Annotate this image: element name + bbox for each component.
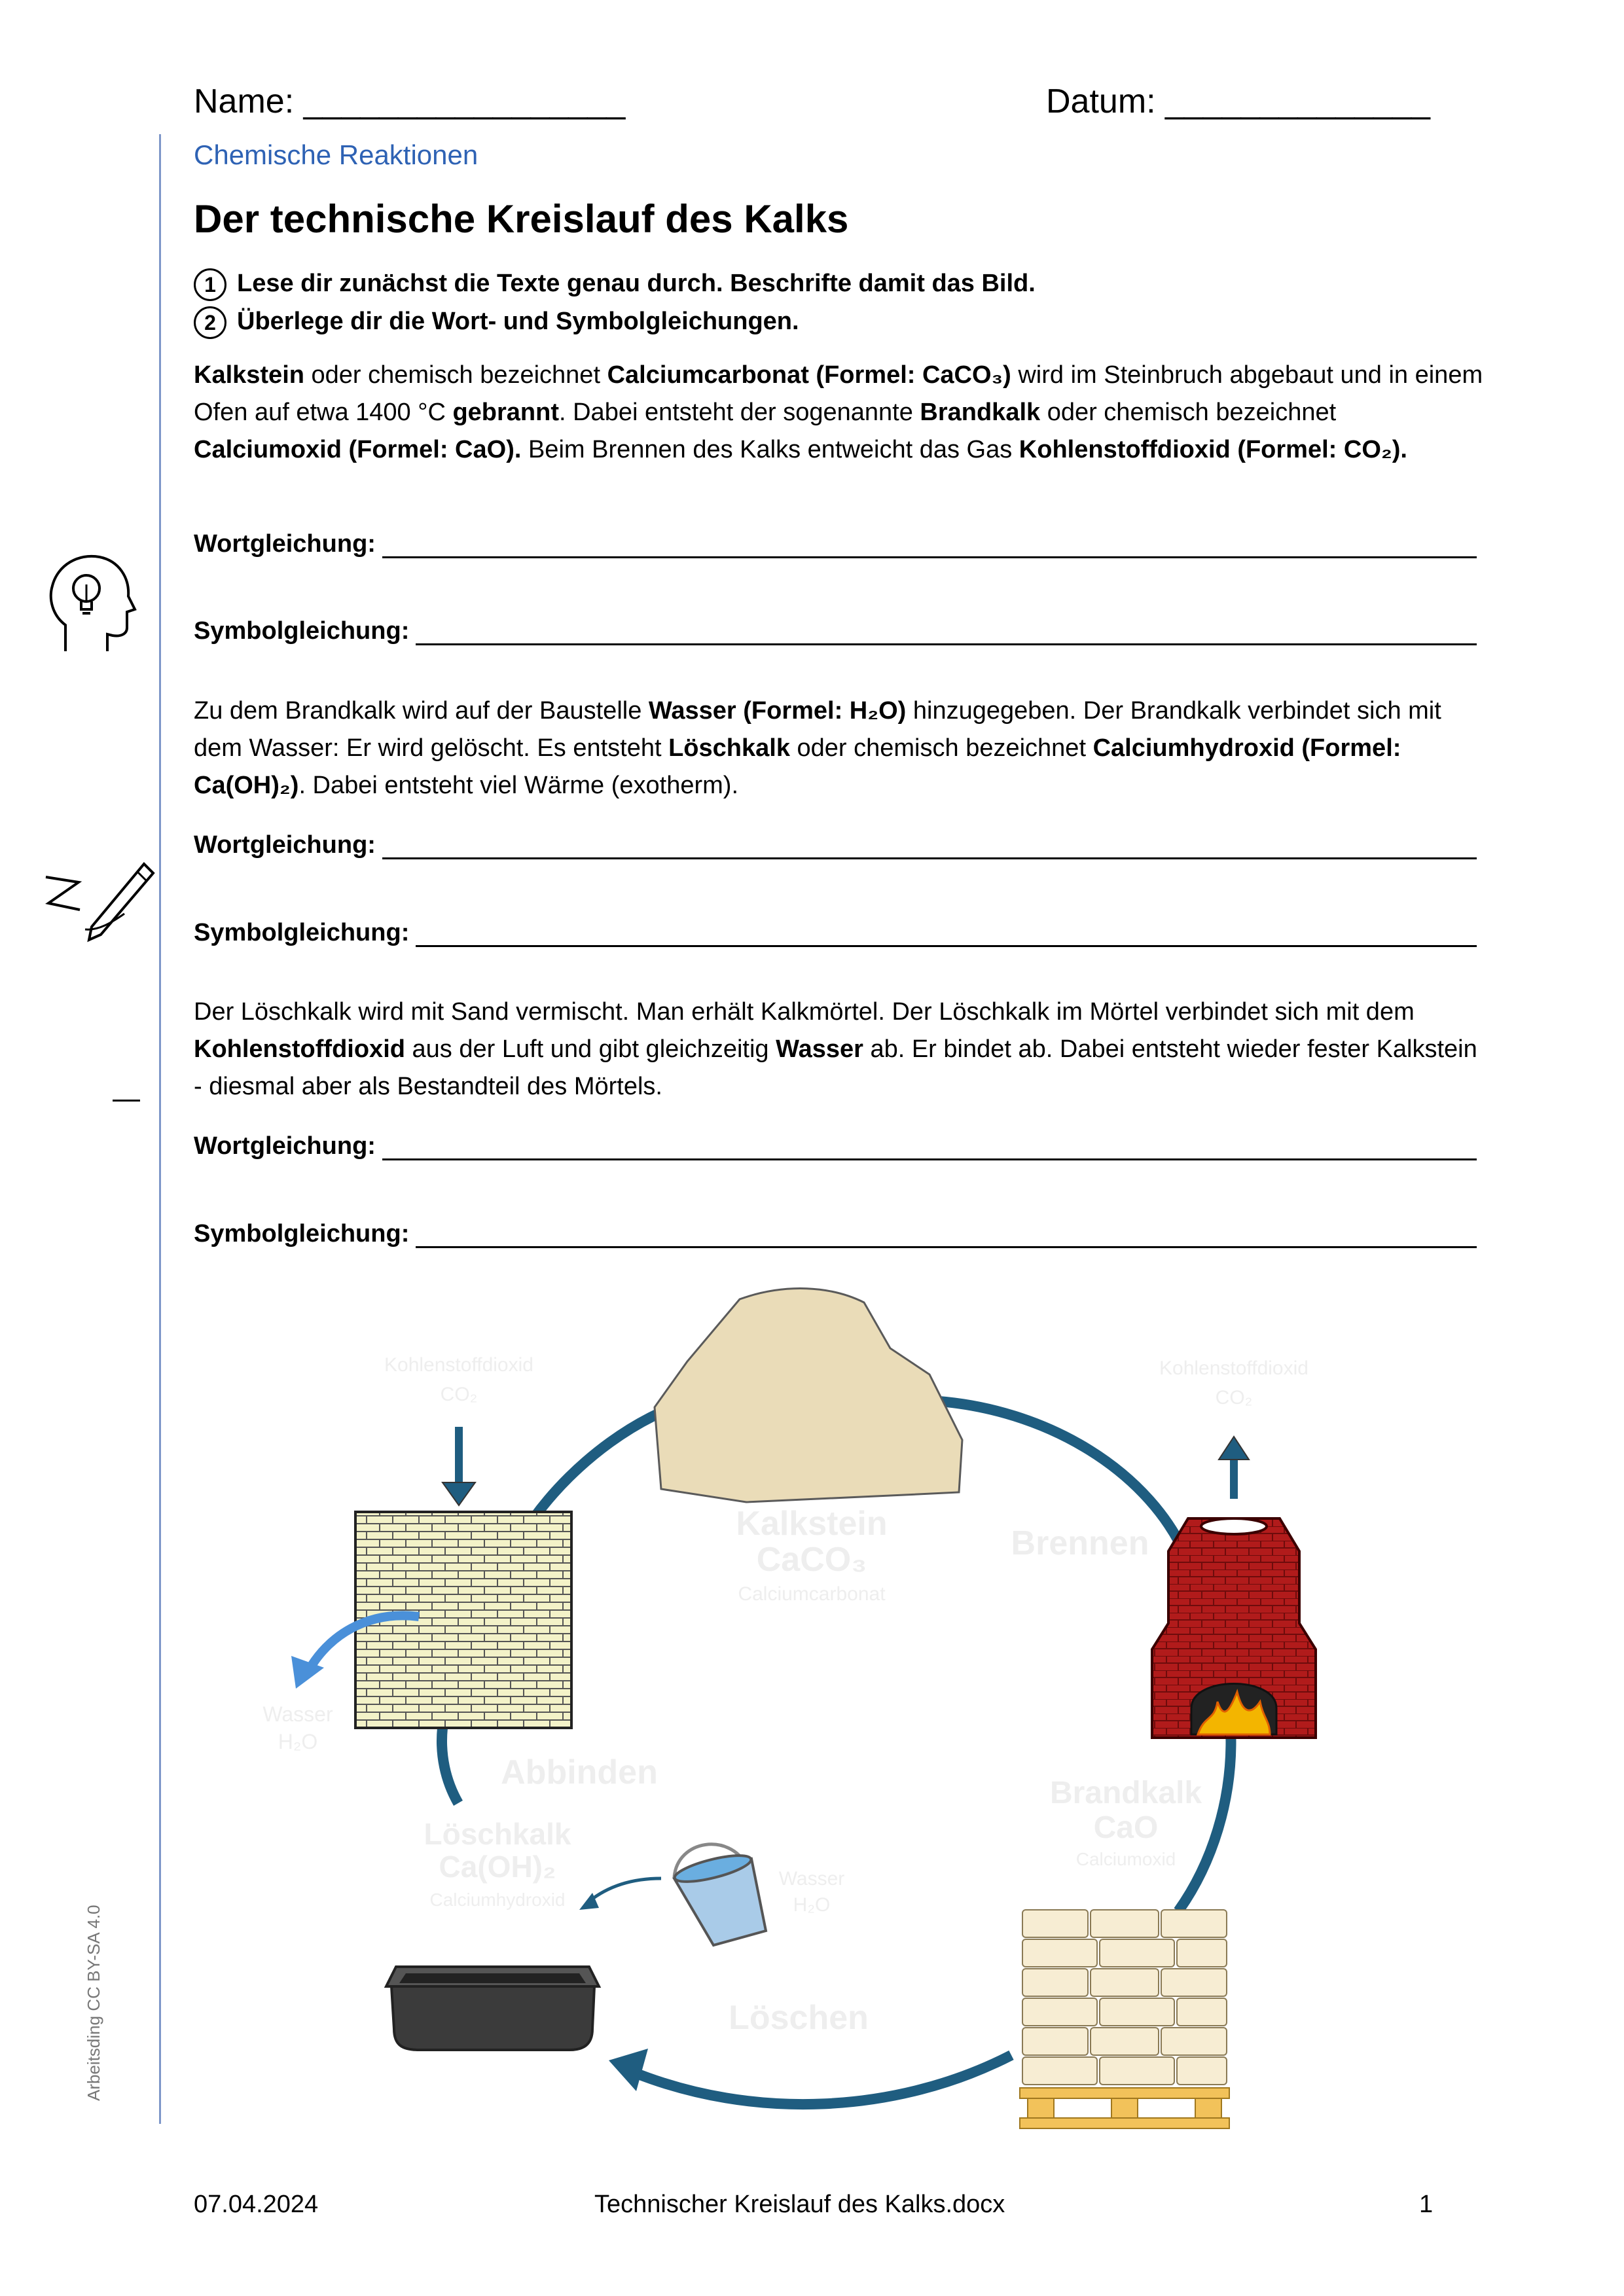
word-equation-2[interactable] [194, 831, 1477, 859]
license-credit: Arbeitsding CC BY-SA 4.0 [84, 1905, 103, 2101]
cycle-arc-slaked-to-harden [442, 1728, 458, 1803]
answer-line[interactable] [382, 534, 1477, 558]
quicklime-pallet [1020, 1910, 1229, 2128]
text-run: oder chemisch bezeichnet [789, 734, 1093, 762]
text-run: wird im Steinbruch abgebaut und in einem Ofen auf etwa 1400 °C [194, 361, 1483, 426]
text-run: ab. Er bindet ab. Dabei entsteht wieder fester Kalkstein - diesmal aber als Bestandteil des Mörtels. [194, 1035, 1477, 1100]
water-bucket-icon [672, 1844, 766, 1945]
label-stone: Kalkstein [736, 1505, 888, 1543]
equation-label: Wortgleichung: [194, 1132, 376, 1160]
label-stone-formula: CaCO₃ [756, 1541, 867, 1579]
text-run: . Dabei entsteht der sogenannte [559, 399, 920, 426]
text-run: oder chemisch bezeichnet [1040, 399, 1337, 426]
label-water-in: Wasser [778, 1868, 845, 1890]
equation-label: Symbolgleichung: [194, 617, 410, 645]
word-equation-1[interactable] [194, 530, 1477, 558]
task-text: Überlege dir die Wort- und Symbolgleichungen. [237, 308, 799, 336]
bold-term: Calciumoxid (Formel: CaO). [194, 436, 522, 463]
bold-term: Calciumhydroxid (Formel: Ca(OH)₂) [194, 734, 1401, 799]
task-text: Lese dir zunächst die Texte genau durch. Beschrifte damit das Bild. [237, 270, 1036, 298]
cycle-arc-quicklime-to-slaked [632, 2055, 1011, 2104]
word-equation-3[interactable] [194, 1132, 1477, 1160]
label-co2-out-formula: CO₂ [1215, 1387, 1253, 1408]
label-stone-chem: Calciumcarbonat [738, 1583, 886, 1605]
text-run: Der Löschkalk wird mit Sand vermischt. Man erhält Kalkmörtel. Der Löschkalk im Mörtel verbindet sich mit dem [194, 998, 1415, 1026]
arrowhead [442, 1482, 475, 1505]
equation-label: Wortgleichung: [194, 831, 376, 859]
subject-label: Chemische Reaktionen [194, 139, 478, 170]
answer-line[interactable] [416, 923, 1477, 947]
bold-term: gebrannt [452, 399, 559, 426]
bold-term: Wasser [776, 1035, 863, 1063]
text-run: Beim Brennen des Kalks entweicht das Gas [521, 436, 1019, 463]
answer-line[interactable] [382, 835, 1477, 859]
text-run: aus der Luft und gibt gleichzeitig [405, 1035, 776, 1063]
footer-date: 07.04.2024 [194, 2191, 319, 2218]
label-quick-formula: CaO [1093, 1810, 1159, 1845]
footer-filename: Technischer Kreislauf des Kalks.docx [594, 2191, 1005, 2218]
answer-line[interactable] [382, 1136, 1477, 1160]
answer-line[interactable] [416, 621, 1477, 645]
bold-term: Kalkstein [194, 361, 304, 389]
equation-label: Symbolgleichung: [194, 1220, 410, 1247]
date-field-label[interactable]: Datum: ______________ [1046, 82, 1430, 120]
bold-term: Kohlenstoffdioxid [194, 1035, 405, 1063]
equation-label: Wortgleichung: [194, 530, 376, 558]
text-run: . Dabei entsteht viel Wärme (exotherm). [298, 772, 739, 799]
lime-cycle-diagram [0, 1263, 1624, 2134]
name-field-label[interactable]: Name: _________________ [194, 82, 626, 120]
symbol-equation-2[interactable] [194, 919, 1477, 947]
text-run: hinzugegeben. Der Brandkalk verbindet sich mit dem Wasser: Er wird gelöscht. Es entsteht [194, 697, 1441, 762]
footer-page-number: 1 [1419, 2191, 1434, 2218]
text-run: Zu dem Brandkalk wird auf der Baustelle [194, 697, 649, 725]
label-slaked-formula: Ca(OH)₂ [439, 1850, 556, 1884]
label-co2-in-formula: CO₂ [440, 1384, 478, 1405]
cycle-arc-oven-to-quicklime [1178, 1728, 1231, 1911]
kiln-top-opening [1201, 1518, 1267, 1534]
page-title: Der technische Kreislauf des Kalks [194, 197, 849, 241]
symbol-equation-3[interactable] [194, 1220, 1477, 1248]
side-dash [113, 1100, 140, 1102]
think-head-icon [39, 547, 144, 658]
label-slaked: Löschkalk [424, 1817, 571, 1851]
arrowhead [609, 2049, 648, 2091]
mortar-tub [386, 1967, 599, 2050]
task-2 [194, 306, 799, 339]
task-number: 1 [194, 268, 226, 301]
limestone-rock [655, 1289, 962, 1502]
label-water-in-formula: H₂O [793, 1894, 831, 1916]
label-slake: Löschen [729, 1999, 869, 2037]
task-1 [194, 268, 1036, 301]
arrowhead [1219, 1437, 1249, 1460]
bold-term: Kohlenstoffdioxid (Formel: CO₂). [1019, 436, 1407, 463]
bold-term: Brandkalk [920, 399, 1041, 426]
label-slaked-chem: Calciumhydroxid [429, 1890, 566, 1910]
text-run: oder chemisch bezeichnet [304, 361, 607, 389]
label-harden: Abbinden [501, 1753, 658, 1791]
bold-term: Wasser (Formel: H₂O) [648, 697, 907, 725]
equation-label: Symbolgleichung: [194, 919, 410, 946]
label-water-out-formula: H₂O [278, 1730, 318, 1753]
bold-term: Löschkalk [668, 734, 790, 762]
task-number: 2 [194, 306, 226, 339]
label-quick-chem: Calciumoxid [1075, 1849, 1176, 1869]
label-burn: Brennen [1011, 1524, 1149, 1562]
label-quick: Brandkalk [1049, 1776, 1202, 1810]
label-co2-out: Kohlenstoffdioxid [1159, 1357, 1308, 1379]
paragraph-hardening [194, 994, 1490, 1105]
answer-line[interactable] [416, 1224, 1477, 1248]
water-in-arrow [589, 1878, 661, 1901]
symbol-equation-1[interactable] [194, 617, 1477, 645]
paragraph-slaking [194, 692, 1490, 804]
label-co2-in: Kohlenstoffdioxid [384, 1354, 533, 1376]
writing-pen-icon [39, 851, 157, 942]
paragraph-burning [194, 357, 1490, 469]
bold-term: Calciumcarbonat (Formel: CaCO₃) [607, 361, 1011, 389]
label-water-out: Wasser [262, 1702, 333, 1726]
